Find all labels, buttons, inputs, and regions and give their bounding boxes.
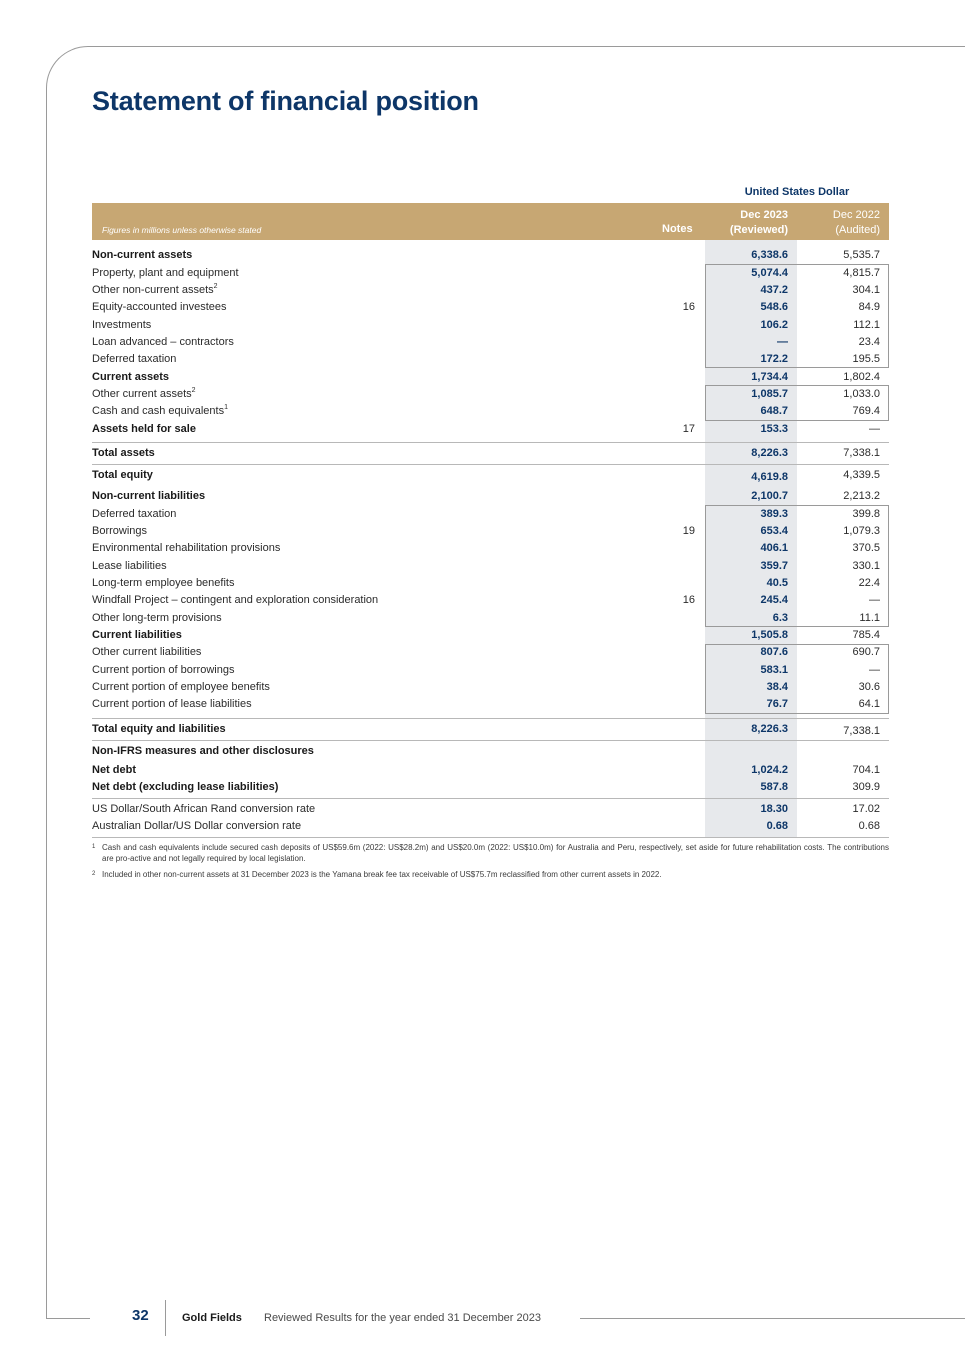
row-label: Property, plant and equipment — [92, 267, 239, 279]
row-label: Current portion of employee benefits — [92, 681, 270, 693]
row-label: Investments — [92, 319, 152, 331]
value-2023: 76.7 — [766, 698, 788, 710]
value-2022: 4,815.7 — [843, 267, 880, 279]
value-2023: 648.7 — [760, 405, 788, 417]
value-2022: 5,535.7 — [843, 249, 880, 261]
row-label: Current assets — [92, 371, 170, 383]
footer-rule-right — [580, 1318, 965, 1319]
currency-label: United States Dollar — [744, 186, 850, 198]
value-2022: 399.8 — [852, 508, 880, 520]
value-2022: — — [869, 664, 880, 676]
non-current-assets-box — [705, 264, 889, 368]
value-2022: 370.5 — [852, 542, 880, 554]
value-2023: 437.2 — [760, 284, 788, 296]
value-2022: 112.1 — [853, 319, 880, 331]
value-2023: 18.30 — [760, 803, 788, 815]
value-2023: 1,024.2 — [751, 764, 788, 776]
brand-name: Gold Fields — [182, 1312, 242, 1324]
value-2023: 406.1 — [760, 542, 788, 554]
row-label: Net debt — [92, 764, 136, 776]
value-2022: 769.4 — [852, 405, 880, 417]
divider — [92, 442, 889, 443]
row-label: Net debt (excluding lease liabilities) — [92, 781, 279, 793]
row-label: Current portion of borrowings — [92, 664, 235, 676]
value-2022: 309.9 — [852, 781, 880, 793]
value-2022: 22.4 — [858, 577, 880, 589]
table-row — [92, 488, 889, 505]
table-row — [92, 818, 889, 835]
value-2022: 1,802.4 — [843, 371, 880, 383]
non-current-liabilities-box — [705, 505, 889, 627]
table-row — [92, 743, 889, 760]
value-2023: 245.4 — [760, 594, 788, 606]
report-title: Reviewed Results for the year ended 31 December 2023 — [264, 1312, 541, 1324]
value-2022: — — [869, 423, 880, 435]
row-note: 16 — [682, 301, 695, 313]
row-label: Non-current assets — [92, 249, 193, 261]
value-2022: 690.7 — [852, 646, 880, 658]
value-2023: 1,734.4 — [751, 371, 788, 383]
section-label: Non-IFRS measures and other disclosures — [92, 745, 314, 757]
row-label: Total equity — [92, 469, 153, 481]
value-2023: 583.1 — [760, 664, 788, 676]
value-2022: 704.1 — [852, 764, 880, 776]
dec-2022-header: Dec 2022 (Audited) — [832, 209, 880, 236]
table-row — [92, 801, 889, 818]
value-2023: 4,619.8 — [751, 471, 788, 483]
row-label: Other current assets$^2$ — [92, 387, 196, 400]
row-label: Other long-term provisions — [92, 612, 222, 624]
row-note: 19 — [682, 525, 695, 537]
value-2023: 8,226.3 — [751, 447, 788, 459]
value-2022: 11.1 — [859, 612, 880, 624]
table-row — [92, 779, 889, 796]
value-2022: 330.1 — [852, 560, 880, 572]
row-label: Current portion of lease liabilities — [92, 698, 252, 710]
row-label: Assets held for sale — [92, 423, 196, 435]
divider — [92, 740, 889, 741]
value-2023: 172.2 — [760, 353, 788, 365]
table-row — [92, 721, 889, 738]
current-assets-box — [705, 385, 889, 421]
row-label: Borrowings — [92, 525, 148, 537]
divider — [92, 837, 889, 838]
value-2023: 653.4 — [760, 525, 788, 537]
value-2023: 1,085.7 — [751, 388, 788, 400]
value-2022: 84.9 — [858, 301, 880, 313]
row-label: Non-current liabilities — [92, 490, 206, 502]
value-2022: 1,033.0 — [843, 388, 880, 400]
value-2022: 7,338.1 — [843, 725, 880, 737]
row-label: Total assets — [92, 447, 155, 459]
footnote-2: 2 Included in other non-current assets at 31 December 2023 is the Yamana break fee tax receivable of US$75.7m reclassified from other current assets in 2022. — [92, 870, 662, 879]
footnote-ref: 2 — [191, 387, 196, 394]
value-2023: 389.3 — [760, 508, 788, 520]
table-row — [92, 627, 889, 644]
value-2023: 6.3 — [772, 612, 788, 624]
value-2022: 7,338.1 — [843, 447, 880, 459]
value-2023: 807.6 — [760, 646, 788, 658]
notes-header: Notes — [662, 223, 693, 235]
value-2022: 785.4 — [852, 629, 880, 641]
row-label: Loan advanced – contractors — [92, 336, 234, 348]
value-2022: — — [869, 594, 880, 606]
row-label: Other non-current assets$^2$ — [92, 283, 218, 296]
row-label: Current liabilities — [92, 629, 182, 641]
table-row — [92, 369, 889, 386]
value-2022: 17.02 — [852, 803, 880, 815]
table-row — [92, 467, 889, 484]
value-2022: 23.4 — [858, 336, 880, 348]
footer-separator — [165, 1300, 166, 1336]
row-label: Other current liabilities — [92, 646, 202, 658]
divider — [92, 718, 889, 719]
value-2023: 587.8 — [760, 781, 788, 793]
value-2022: 64.1 — [858, 698, 880, 710]
value-2022: 195.5 — [852, 353, 880, 365]
row-label: Equity-accounted investees — [92, 301, 227, 313]
figures-note: Figures in millions unless otherwise stated — [102, 225, 262, 235]
table-row — [92, 247, 889, 264]
value-2023: 548.6 — [760, 301, 788, 313]
current-liabilities-box — [705, 644, 889, 714]
table-row — [92, 762, 889, 779]
value-2023: 40.5 — [766, 577, 788, 589]
row-label: US Dollar/South African Rand conversion rate — [92, 803, 316, 815]
value-2023: 38.4 — [766, 681, 788, 693]
divider — [92, 798, 889, 799]
value-2023: 106.2 — [760, 319, 788, 331]
table-row — [92, 445, 889, 462]
value-2023: 359.7 — [760, 560, 788, 572]
page-title: Statement of financial position — [92, 86, 479, 116]
value-2023: 0.68 — [766, 820, 788, 832]
row-label: Total equity and liabilities — [92, 723, 226, 735]
value-2023: — — [777, 336, 788, 348]
footer-rule-left — [46, 1318, 90, 1319]
value-2023: 8,226.3 — [751, 723, 788, 735]
row-label: Long-term employee benefits — [92, 577, 235, 589]
footnote-1: 1 Cash and cash equivalents include secured cash deposits of US$59.6m (2022: US$28.2m) and US$20.0m (2022: US$10.0m) for Australia and Peru, respectively, set aside for future rehabilitation costs. The contributions are pro-active and not legally required by local legislation. — [92, 843, 889, 863]
row-label: Australian Dollar/US Dollar conversion rate — [92, 820, 302, 832]
value-2023: 6,338.6 — [751, 249, 788, 261]
value-2023: 1,505.8 — [751, 629, 788, 641]
row-note: 16 — [682, 594, 695, 606]
row-label: Deferred taxation — [92, 508, 177, 520]
row-label: Lease liabilities — [92, 560, 167, 572]
row-label: Deferred taxation — [92, 353, 177, 365]
value-2023: 153.3 — [760, 423, 788, 435]
row-label: Windfall Project – contingent and exploration consideration — [92, 594, 379, 606]
table-row — [92, 421, 889, 438]
footnote-ref: 2 — [213, 283, 218, 290]
value-2022: 1,079.3 — [843, 525, 880, 537]
footnote-ref: 1 — [224, 404, 228, 411]
row-label: Environmental rehabilitation provisions — [92, 542, 281, 554]
value-2022: 304.1 — [852, 284, 880, 296]
dec-2023-header: Dec 2023 (Reviewed) — [729, 209, 788, 236]
value-2022: 4,339.5 — [843, 469, 880, 481]
row-label: Cash and cash equivalents$^1$ — [92, 404, 228, 417]
value-2023: 5,074.4 — [751, 267, 788, 279]
row-note: 17 — [682, 423, 695, 435]
value-2022: 2,213.2 — [843, 490, 880, 502]
divider — [92, 464, 889, 465]
table-header — [92, 203, 889, 240]
value-2023: 2,100.7 — [751, 490, 788, 502]
value-2022: 30.6 — [858, 681, 880, 693]
page-number: 32 — [132, 1307, 149, 1324]
value-2022: 0.68 — [858, 820, 880, 832]
